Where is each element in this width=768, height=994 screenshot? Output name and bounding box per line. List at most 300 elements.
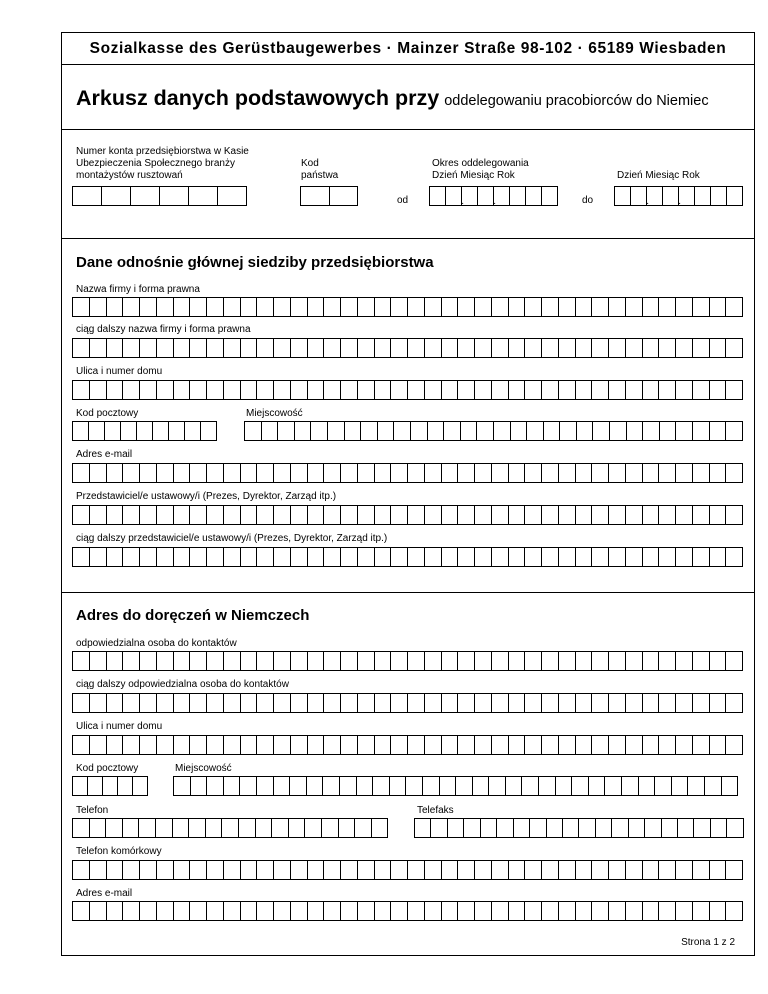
account-number-field[interactable]	[72, 186, 247, 206]
input-box[interactable]	[157, 901, 174, 921]
input-box[interactable]	[73, 735, 90, 755]
input-box[interactable]	[358, 505, 375, 525]
input-box[interactable]	[307, 776, 324, 796]
input-box[interactable]	[207, 901, 224, 921]
input-box[interactable]	[576, 901, 593, 921]
input-box[interactable]	[341, 860, 358, 880]
input-box[interactable]	[123, 735, 140, 755]
input-box[interactable]	[592, 860, 609, 880]
input-box[interactable]	[525, 651, 542, 671]
input-box[interactable]	[475, 547, 492, 567]
input-box[interactable]	[274, 901, 291, 921]
input-box[interactable]	[257, 380, 274, 400]
input-box[interactable]	[311, 421, 328, 441]
input-box[interactable]	[257, 505, 274, 525]
input-box[interactable]	[257, 735, 274, 755]
input-box[interactable]	[140, 735, 157, 755]
input-box[interactable]	[339, 818, 356, 838]
input-box[interactable]	[291, 901, 308, 921]
input-box[interactable]	[274, 776, 291, 796]
input-box[interactable]	[324, 860, 341, 880]
input-box[interactable]	[324, 297, 341, 317]
input-box[interactable]	[357, 776, 374, 796]
input-box[interactable]	[123, 338, 140, 358]
input-box[interactable]	[610, 421, 627, 441]
input-box[interactable]	[726, 693, 743, 713]
input-box[interactable]	[391, 735, 408, 755]
input-box[interactable]	[458, 693, 475, 713]
input-box[interactable]	[440, 776, 457, 796]
input-box[interactable]	[458, 901, 475, 921]
input-box[interactable]	[563, 818, 579, 838]
input-box[interactable]	[626, 901, 643, 921]
input-box[interactable]	[509, 901, 526, 921]
input-box[interactable]	[224, 297, 241, 317]
city-field-2[interactable]	[173, 776, 738, 796]
input-box[interactable]	[492, 735, 509, 755]
input-box[interactable]	[678, 818, 694, 838]
input-box[interactable]	[676, 297, 693, 317]
input-box[interactable]	[645, 818, 661, 838]
input-box[interactable]	[693, 860, 710, 880]
input-box[interactable]	[693, 651, 710, 671]
input-box[interactable]	[726, 547, 743, 567]
input-box[interactable]	[218, 186, 247, 206]
input-box[interactable]	[341, 463, 358, 483]
input-box[interactable]	[123, 901, 140, 921]
input-box[interactable]	[140, 380, 157, 400]
input-box[interactable]	[525, 735, 542, 755]
input-box[interactable]	[442, 338, 459, 358]
input-box[interactable]	[576, 860, 593, 880]
input-box[interactable]	[174, 860, 191, 880]
input-box[interactable]	[378, 421, 395, 441]
input-box[interactable]	[341, 338, 358, 358]
input-box[interactable]	[542, 735, 559, 755]
input-box[interactable]	[308, 338, 325, 358]
input-box[interactable]	[391, 693, 408, 713]
input-box[interactable]	[207, 735, 224, 755]
input-box[interactable]	[626, 463, 643, 483]
input-box[interactable]	[160, 186, 189, 206]
input-box[interactable]	[174, 463, 191, 483]
input-box[interactable]	[189, 186, 218, 206]
input-box[interactable]	[358, 735, 375, 755]
input-box[interactable]	[206, 818, 223, 838]
input-box[interactable]	[324, 547, 341, 567]
input-box[interactable]	[156, 818, 173, 838]
input-box[interactable]	[73, 380, 90, 400]
input-box[interactable]	[542, 186, 558, 206]
input-box[interactable]	[324, 463, 341, 483]
input-box[interactable]	[169, 421, 185, 441]
input-box[interactable]	[153, 421, 169, 441]
input-box[interactable]	[257, 860, 274, 880]
input-box[interactable]	[609, 297, 626, 317]
input-box[interactable]	[458, 338, 475, 358]
input-box[interactable]	[190, 380, 207, 400]
input-box[interactable]	[341, 505, 358, 525]
input-box[interactable]	[626, 693, 643, 713]
input-box[interactable]	[73, 818, 90, 838]
input-box[interactable]	[123, 818, 140, 838]
input-box[interactable]	[643, 693, 660, 713]
input-box[interactable]	[559, 651, 576, 671]
input-box[interactable]	[257, 338, 274, 358]
input-box[interactable]	[291, 547, 308, 567]
input-box[interactable]	[408, 735, 425, 755]
input-box[interactable]	[105, 421, 121, 441]
input-box[interactable]	[612, 818, 628, 838]
input-box[interactable]	[90, 860, 107, 880]
input-box[interactable]	[542, 463, 559, 483]
input-box[interactable]	[442, 547, 459, 567]
input-box[interactable]	[391, 860, 408, 880]
input-box[interactable]	[693, 505, 710, 525]
input-box[interactable]	[274, 380, 291, 400]
input-box[interactable]	[458, 735, 475, 755]
input-box[interactable]	[73, 505, 90, 525]
input-box[interactable]	[391, 901, 408, 921]
input-box[interactable]	[609, 735, 626, 755]
input-box[interactable]	[375, 380, 392, 400]
input-box[interactable]	[626, 297, 643, 317]
input-box[interactable]	[609, 547, 626, 567]
input-box[interactable]	[174, 338, 191, 358]
input-box[interactable]	[609, 693, 626, 713]
input-box[interactable]	[446, 186, 462, 206]
input-box[interactable]	[506, 776, 523, 796]
input-box[interactable]	[659, 901, 676, 921]
input-box[interactable]	[341, 901, 358, 921]
input-box[interactable]	[207, 651, 224, 671]
input-box[interactable]	[375, 463, 392, 483]
input-box[interactable]	[140, 338, 157, 358]
input-box[interactable]	[90, 693, 107, 713]
input-box[interactable]	[391, 505, 408, 525]
input-box[interactable]	[140, 463, 157, 483]
input-box[interactable]	[355, 818, 372, 838]
input-box[interactable]	[224, 547, 241, 567]
input-box[interactable]	[391, 338, 408, 358]
input-box[interactable]	[576, 693, 593, 713]
input-box[interactable]	[189, 818, 206, 838]
input-box[interactable]	[73, 186, 102, 206]
input-box[interactable]	[90, 297, 107, 317]
input-box[interactable]	[492, 297, 509, 317]
company-name-field[interactable]	[72, 297, 743, 317]
input-box[interactable]	[425, 297, 442, 317]
input-box[interactable]	[559, 860, 576, 880]
input-box[interactable]	[394, 421, 411, 441]
input-box[interactable]	[256, 818, 273, 838]
input-box[interactable]	[291, 338, 308, 358]
input-box[interactable]	[559, 693, 576, 713]
input-box[interactable]	[559, 505, 576, 525]
input-box[interactable]	[592, 547, 609, 567]
input-box[interactable]	[140, 505, 157, 525]
input-box[interactable]	[592, 901, 609, 921]
input-box[interactable]	[140, 547, 157, 567]
input-box[interactable]	[157, 651, 174, 671]
input-box[interactable]	[408, 547, 425, 567]
input-box[interactable]	[726, 901, 743, 921]
input-box[interactable]	[492, 380, 509, 400]
input-box[interactable]	[425, 860, 442, 880]
input-box[interactable]	[509, 380, 526, 400]
input-box[interactable]	[123, 547, 140, 567]
input-box[interactable]	[190, 297, 207, 317]
input-box[interactable]	[90, 818, 107, 838]
input-box[interactable]	[425, 505, 442, 525]
phone-field[interactable]	[72, 818, 388, 838]
input-box[interactable]	[559, 463, 576, 483]
input-box[interactable]	[458, 297, 475, 317]
input-box[interactable]	[190, 901, 207, 921]
input-box[interactable]	[375, 693, 392, 713]
input-box[interactable]	[722, 776, 739, 796]
input-box[interactable]	[542, 380, 559, 400]
input-box[interactable]	[375, 297, 392, 317]
input-box[interactable]	[107, 338, 124, 358]
input-box[interactable]	[133, 776, 148, 796]
input-box[interactable]	[676, 693, 693, 713]
input-box[interactable]	[425, 380, 442, 400]
input-box[interactable]	[207, 693, 224, 713]
input-box[interactable]	[107, 463, 124, 483]
input-box[interactable]	[592, 735, 609, 755]
input-box[interactable]	[676, 463, 693, 483]
input-box[interactable]	[425, 901, 442, 921]
input-box[interactable]	[207, 547, 224, 567]
input-box[interactable]	[358, 297, 375, 317]
input-box[interactable]	[626, 735, 643, 755]
input-box[interactable]	[492, 901, 509, 921]
input-box[interactable]	[324, 735, 341, 755]
input-box[interactable]	[131, 186, 160, 206]
input-box[interactable]	[241, 547, 258, 567]
input-box[interactable]	[710, 860, 727, 880]
input-box[interactable]	[509, 338, 526, 358]
input-box[interactable]	[224, 338, 241, 358]
input-box[interactable]	[525, 901, 542, 921]
input-box[interactable]	[174, 776, 191, 796]
input-box[interactable]	[542, 860, 559, 880]
input-box[interactable]	[458, 651, 475, 671]
input-box[interactable]	[497, 818, 513, 838]
input-box[interactable]	[473, 776, 490, 796]
input-box[interactable]	[710, 505, 727, 525]
input-box[interactable]	[90, 651, 107, 671]
input-box[interactable]	[458, 380, 475, 400]
input-box[interactable]	[322, 818, 339, 838]
input-box[interactable]	[726, 421, 743, 441]
input-box[interactable]	[676, 338, 693, 358]
input-box[interactable]	[475, 297, 492, 317]
input-box[interactable]	[693, 735, 710, 755]
input-box[interactable]	[629, 818, 645, 838]
input-box[interactable]	[676, 505, 693, 525]
input-box[interactable]	[305, 818, 322, 838]
input-box[interactable]	[726, 505, 743, 525]
input-box[interactable]	[224, 463, 241, 483]
input-box[interactable]	[358, 463, 375, 483]
input-box[interactable]	[659, 651, 676, 671]
input-box[interactable]	[174, 901, 191, 921]
input-box[interactable]	[492, 860, 509, 880]
input-box[interactable]	[157, 297, 174, 317]
input-box[interactable]	[107, 651, 124, 671]
input-box[interactable]	[88, 776, 103, 796]
input-box[interactable]	[643, 380, 660, 400]
input-box[interactable]	[492, 651, 509, 671]
input-box[interactable]	[727, 186, 743, 206]
input-box[interactable]	[425, 651, 442, 671]
input-box[interactable]	[222, 818, 239, 838]
input-box[interactable]	[710, 421, 727, 441]
input-box[interactable]	[509, 505, 526, 525]
input-box[interactable]	[308, 693, 325, 713]
input-box[interactable]	[157, 338, 174, 358]
input-box[interactable]	[547, 818, 563, 838]
input-box[interactable]	[372, 818, 389, 838]
input-box[interactable]	[224, 735, 241, 755]
input-box[interactable]	[224, 901, 241, 921]
input-box[interactable]	[693, 463, 710, 483]
input-box[interactable]	[274, 505, 291, 525]
input-box[interactable]	[107, 297, 124, 317]
input-box[interactable]	[475, 380, 492, 400]
input-box[interactable]	[609, 463, 626, 483]
input-box[interactable]	[643, 651, 660, 671]
input-box[interactable]	[308, 505, 325, 525]
input-box[interactable]	[492, 463, 509, 483]
input-box[interactable]	[576, 338, 593, 358]
input-box[interactable]	[90, 901, 107, 921]
input-box[interactable]	[291, 860, 308, 880]
input-box[interactable]	[464, 818, 480, 838]
input-box[interactable]	[123, 651, 140, 671]
input-box[interactable]	[643, 901, 660, 921]
input-box[interactable]	[695, 186, 711, 206]
input-box[interactable]	[631, 186, 647, 206]
input-box[interactable]	[324, 338, 341, 358]
input-box[interactable]	[627, 421, 644, 441]
input-box[interactable]	[458, 547, 475, 567]
input-box[interactable]	[626, 860, 643, 880]
input-box[interactable]	[659, 505, 676, 525]
input-box[interactable]	[391, 380, 408, 400]
input-box[interactable]	[659, 297, 676, 317]
input-box[interactable]	[123, 505, 140, 525]
input-box[interactable]	[542, 547, 559, 567]
input-box[interactable]	[107, 380, 124, 400]
input-box[interactable]	[174, 380, 191, 400]
input-box[interactable]	[711, 186, 727, 206]
input-box[interactable]	[390, 776, 407, 796]
input-box[interactable]	[475, 505, 492, 525]
input-box[interactable]	[647, 186, 663, 206]
input-box[interactable]	[609, 338, 626, 358]
input-box[interactable]	[461, 421, 478, 441]
input-box[interactable]	[157, 547, 174, 567]
input-box[interactable]	[408, 297, 425, 317]
input-box[interactable]	[663, 186, 679, 206]
input-box[interactable]	[527, 421, 544, 441]
input-box[interactable]	[107, 860, 124, 880]
input-box[interactable]	[173, 818, 190, 838]
input-box[interactable]	[358, 901, 375, 921]
input-box[interactable]	[726, 860, 743, 880]
input-box[interactable]	[90, 338, 107, 358]
input-box[interactable]	[240, 776, 257, 796]
input-box[interactable]	[224, 380, 241, 400]
input-box[interactable]	[576, 463, 593, 483]
input-box[interactable]	[477, 421, 494, 441]
input-box[interactable]	[492, 547, 509, 567]
input-box[interactable]	[207, 505, 224, 525]
input-box[interactable]	[207, 380, 224, 400]
input-box[interactable]	[494, 186, 510, 206]
input-box[interactable]	[592, 380, 609, 400]
input-box[interactable]	[442, 297, 459, 317]
input-box[interactable]	[190, 651, 207, 671]
input-box[interactable]	[655, 776, 672, 796]
input-box[interactable]	[626, 651, 643, 671]
input-box[interactable]	[408, 693, 425, 713]
mobile-field[interactable]	[72, 860, 743, 880]
input-box[interactable]	[272, 818, 289, 838]
input-box[interactable]	[308, 297, 325, 317]
input-box[interactable]	[375, 505, 392, 525]
input-box[interactable]	[157, 860, 174, 880]
input-box[interactable]	[556, 776, 573, 796]
input-box[interactable]	[375, 860, 392, 880]
input-box[interactable]	[241, 901, 258, 921]
street-field-2[interactable]	[72, 735, 743, 755]
input-box[interactable]	[710, 547, 727, 567]
input-box[interactable]	[323, 776, 340, 796]
input-box[interactable]	[676, 380, 693, 400]
input-box[interactable]	[456, 776, 473, 796]
input-box[interactable]	[710, 380, 727, 400]
input-box[interactable]	[576, 735, 593, 755]
input-box[interactable]	[241, 338, 258, 358]
input-box[interactable]	[576, 380, 593, 400]
input-box[interactable]	[609, 380, 626, 400]
input-box[interactable]	[710, 693, 727, 713]
input-box[interactable]	[107, 693, 124, 713]
input-box[interactable]	[626, 338, 643, 358]
input-box[interactable]	[542, 505, 559, 525]
input-box[interactable]	[324, 651, 341, 671]
input-box[interactable]	[430, 186, 446, 206]
input-box[interactable]	[542, 693, 559, 713]
input-box[interactable]	[710, 901, 727, 921]
input-box[interactable]	[425, 735, 442, 755]
input-box[interactable]	[291, 463, 308, 483]
input-box[interactable]	[140, 297, 157, 317]
input-box[interactable]	[693, 338, 710, 358]
input-box[interactable]	[622, 776, 639, 796]
input-box[interactable]	[139, 818, 156, 838]
input-box[interactable]	[492, 693, 509, 713]
input-box[interactable]	[157, 735, 174, 755]
input-box[interactable]	[408, 651, 425, 671]
input-box[interactable]	[408, 380, 425, 400]
input-box[interactable]	[308, 463, 325, 483]
input-box[interactable]	[589, 776, 606, 796]
